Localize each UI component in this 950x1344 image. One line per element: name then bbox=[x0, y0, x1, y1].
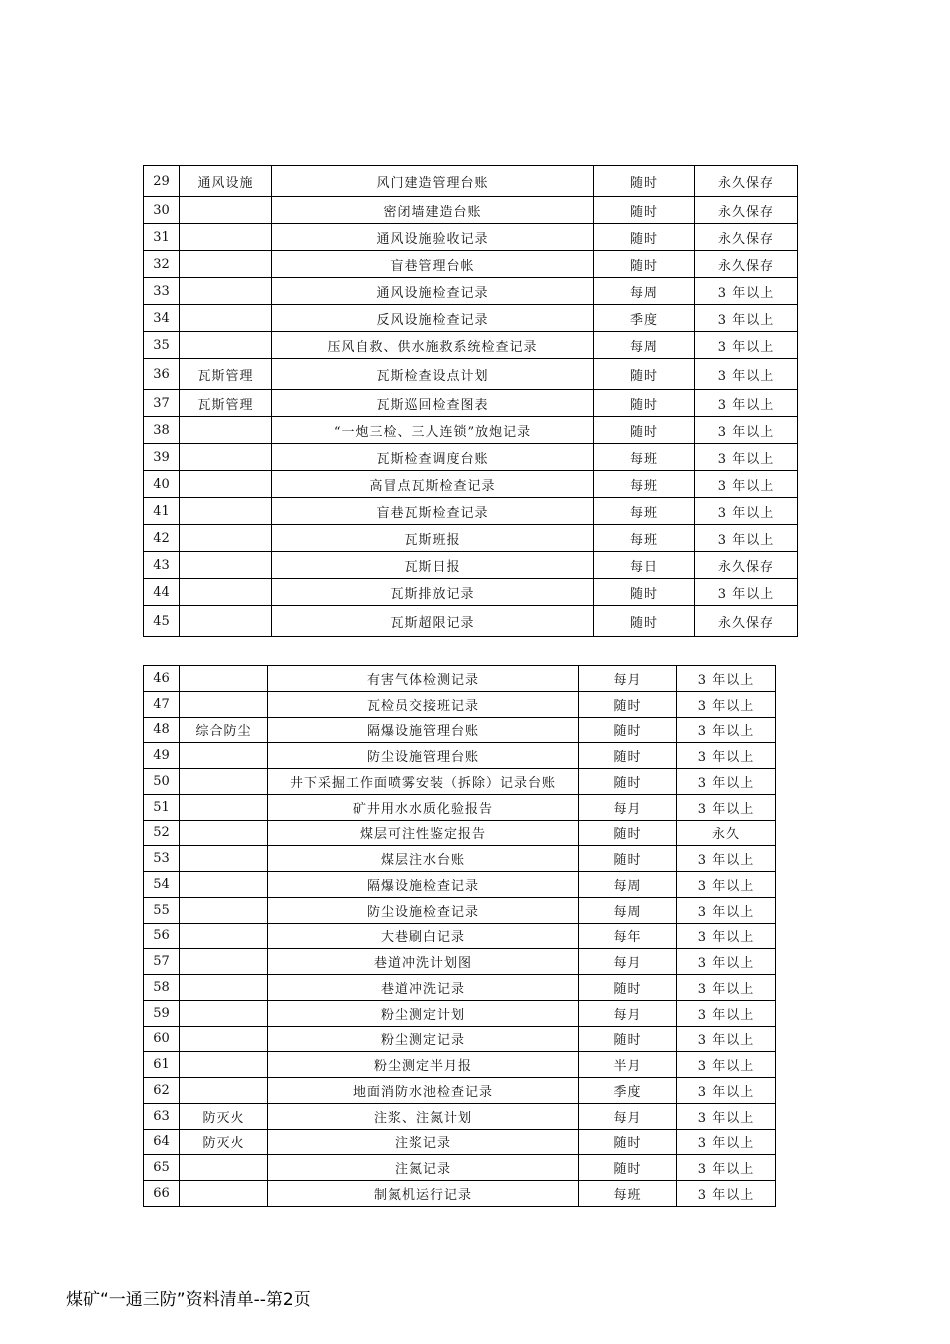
row-frequency: 随时 bbox=[594, 606, 695, 637]
table-row bbox=[144, 1155, 776, 1181]
row-retention: 3 年以上 bbox=[677, 1000, 776, 1026]
table-row bbox=[144, 666, 776, 692]
row-frequency: 每日 bbox=[594, 552, 695, 579]
row-number: 54 bbox=[144, 872, 180, 898]
row-retention: 3 年以上 bbox=[695, 305, 798, 332]
row-number: 30 bbox=[144, 197, 180, 224]
row-category bbox=[180, 1078, 268, 1104]
row-retention: 永久保存 bbox=[695, 552, 798, 579]
row-number: 47 bbox=[144, 691, 180, 717]
row-frequency: 每月 bbox=[579, 1000, 677, 1026]
row-retention: 3 年以上 bbox=[677, 794, 776, 820]
page-footer: 煤矿“一通三防”资料清单--第2页 bbox=[66, 1290, 311, 1310]
row-retention: 3 年以上 bbox=[695, 579, 798, 606]
records-table-1 bbox=[143, 165, 798, 637]
row-record-name: 制氮机运行记录 bbox=[268, 1181, 579, 1207]
table-row bbox=[144, 525, 798, 552]
row-record-name: 风门建造管理台账 bbox=[272, 166, 594, 197]
row-number: 39 bbox=[144, 444, 180, 471]
row-category: 通风设施 bbox=[180, 166, 272, 197]
row-record-name: 瓦斯超限记录 bbox=[272, 606, 594, 637]
table-row bbox=[144, 1026, 776, 1052]
row-frequency: 随时 bbox=[594, 579, 695, 606]
row-retention: 3 年以上 bbox=[677, 1078, 776, 1104]
table-row bbox=[144, 717, 776, 743]
row-number: 50 bbox=[144, 769, 180, 795]
row-category bbox=[180, 579, 272, 606]
row-frequency: 每班 bbox=[594, 525, 695, 552]
row-retention: 3 年以上 bbox=[677, 743, 776, 769]
row-category bbox=[180, 820, 268, 846]
row-retention: 3 年以上 bbox=[695, 278, 798, 305]
table-row bbox=[144, 359, 798, 390]
row-retention: 3 年以上 bbox=[677, 846, 776, 872]
row-frequency: 每月 bbox=[579, 949, 677, 975]
row-number: 62 bbox=[144, 1078, 180, 1104]
row-retention: 3 年以上 bbox=[695, 359, 798, 390]
row-record-name: “一炮三检、三人连锁”放炮记录 bbox=[272, 417, 594, 444]
row-retention: 3 年以上 bbox=[677, 1052, 776, 1078]
row-record-name: 注浆记录 bbox=[268, 1129, 579, 1155]
row-number: 48 bbox=[144, 717, 180, 743]
table-row bbox=[144, 390, 798, 417]
table-row bbox=[144, 251, 798, 278]
row-category bbox=[180, 525, 272, 552]
row-frequency: 每班 bbox=[594, 471, 695, 498]
table-row bbox=[144, 498, 798, 525]
row-category bbox=[180, 1052, 268, 1078]
row-record-name: 防尘设施管理台账 bbox=[268, 743, 579, 769]
row-retention: 3 年以上 bbox=[677, 1103, 776, 1129]
row-frequency: 每周 bbox=[594, 278, 695, 305]
row-number: 43 bbox=[144, 552, 180, 579]
records-table-2 bbox=[143, 665, 776, 1207]
row-retention: 永久 bbox=[677, 820, 776, 846]
row-category bbox=[180, 897, 268, 923]
row-retention: 3 年以上 bbox=[695, 525, 798, 552]
table-row bbox=[144, 897, 776, 923]
row-number: 52 bbox=[144, 820, 180, 846]
row-category bbox=[180, 923, 268, 949]
row-frequency: 随时 bbox=[594, 166, 695, 197]
row-number: 34 bbox=[144, 305, 180, 332]
row-retention: 3 年以上 bbox=[695, 498, 798, 525]
row-number: 63 bbox=[144, 1103, 180, 1129]
row-frequency: 随时 bbox=[579, 743, 677, 769]
row-record-name: 瓦斯检查调度台账 bbox=[272, 444, 594, 471]
row-number: 58 bbox=[144, 975, 180, 1001]
row-frequency: 随时 bbox=[594, 359, 695, 390]
row-category bbox=[180, 278, 272, 305]
row-frequency: 每年 bbox=[579, 923, 677, 949]
row-frequency: 每班 bbox=[594, 498, 695, 525]
row-category bbox=[180, 872, 268, 898]
row-number: 40 bbox=[144, 471, 180, 498]
row-number: 42 bbox=[144, 525, 180, 552]
row-frequency: 每月 bbox=[579, 666, 677, 692]
row-retention: 3 年以上 bbox=[677, 1155, 776, 1181]
row-category: 防灭火 bbox=[180, 1103, 268, 1129]
row-record-name: 注氮记录 bbox=[268, 1155, 579, 1181]
row-record-name: 大巷刷白记录 bbox=[268, 923, 579, 949]
row-retention: 3 年以上 bbox=[695, 471, 798, 498]
row-frequency: 随时 bbox=[594, 251, 695, 278]
row-retention: 3 年以上 bbox=[677, 872, 776, 898]
row-frequency: 随时 bbox=[579, 846, 677, 872]
row-retention: 3 年以上 bbox=[677, 769, 776, 795]
table-row bbox=[144, 606, 798, 637]
row-number: 33 bbox=[144, 278, 180, 305]
row-category: 瓦斯管理 bbox=[180, 390, 272, 417]
row-category bbox=[180, 471, 272, 498]
row-frequency: 每周 bbox=[579, 897, 677, 923]
row-number: 46 bbox=[144, 666, 180, 692]
row-category bbox=[180, 606, 272, 637]
table-row bbox=[144, 332, 798, 359]
row-record-name: 有害气体检测记录 bbox=[268, 666, 579, 692]
row-record-name: 注浆、注氮计划 bbox=[268, 1103, 579, 1129]
row-record-name: 煤层可注性鉴定报告 bbox=[268, 820, 579, 846]
table-1-body bbox=[144, 166, 798, 637]
table-row bbox=[144, 872, 776, 898]
table-row bbox=[144, 417, 798, 444]
row-number: 36 bbox=[144, 359, 180, 390]
row-category: 瓦斯管理 bbox=[180, 359, 272, 390]
row-record-name: 压风自救、供水施救系统检查记录 bbox=[272, 332, 594, 359]
row-retention: 3 年以上 bbox=[695, 390, 798, 417]
row-record-name: 地面消防水池检查记录 bbox=[268, 1078, 579, 1104]
table-row bbox=[144, 278, 798, 305]
row-frequency: 随时 bbox=[579, 1155, 677, 1181]
row-record-name: 瓦斯日报 bbox=[272, 552, 594, 579]
row-category bbox=[180, 1155, 268, 1181]
row-record-name: 隔爆设施管理台账 bbox=[268, 717, 579, 743]
row-frequency: 随时 bbox=[579, 1026, 677, 1052]
row-category bbox=[180, 552, 272, 579]
row-number: 60 bbox=[144, 1026, 180, 1052]
row-frequency: 随时 bbox=[579, 820, 677, 846]
row-retention: 3 年以上 bbox=[695, 332, 798, 359]
row-retention: 3 年以上 bbox=[677, 691, 776, 717]
row-category bbox=[180, 666, 268, 692]
row-retention: 永久保存 bbox=[695, 197, 798, 224]
row-category bbox=[180, 691, 268, 717]
row-retention: 3 年以上 bbox=[677, 717, 776, 743]
table-row bbox=[144, 444, 798, 471]
row-number: 37 bbox=[144, 390, 180, 417]
table-row bbox=[144, 1052, 776, 1078]
row-category bbox=[180, 305, 272, 332]
row-retention: 3 年以上 bbox=[677, 1026, 776, 1052]
row-frequency: 季度 bbox=[594, 305, 695, 332]
row-number: 57 bbox=[144, 949, 180, 975]
row-record-name: 通风设施检查记录 bbox=[272, 278, 594, 305]
row-retention: 3 年以上 bbox=[677, 975, 776, 1001]
row-category bbox=[180, 251, 272, 278]
table-row bbox=[144, 820, 776, 846]
row-frequency: 每班 bbox=[594, 444, 695, 471]
row-frequency: 随时 bbox=[579, 975, 677, 1001]
row-number: 38 bbox=[144, 417, 180, 444]
row-frequency: 半月 bbox=[579, 1052, 677, 1078]
row-record-name: 通风设施验收记录 bbox=[272, 224, 594, 251]
table-row bbox=[144, 794, 776, 820]
row-record-name: 粉尘测定计划 bbox=[268, 1000, 579, 1026]
table-row bbox=[144, 846, 776, 872]
row-record-name: 粉尘测定半月报 bbox=[268, 1052, 579, 1078]
row-record-name: 反风设施检查记录 bbox=[272, 305, 594, 332]
row-number: 64 bbox=[144, 1129, 180, 1155]
row-retention: 永久保存 bbox=[695, 166, 798, 197]
table-row bbox=[144, 949, 776, 975]
row-record-name: 高冒点瓦斯检查记录 bbox=[272, 471, 594, 498]
row-number: 51 bbox=[144, 794, 180, 820]
row-category bbox=[180, 846, 268, 872]
table-row bbox=[144, 975, 776, 1001]
row-number: 35 bbox=[144, 332, 180, 359]
table-row bbox=[144, 305, 798, 332]
row-number: 56 bbox=[144, 923, 180, 949]
row-record-name: 密闭墙建造台账 bbox=[272, 197, 594, 224]
row-category: 综合防尘 bbox=[180, 717, 268, 743]
row-record-name: 隔爆设施检查记录 bbox=[268, 872, 579, 898]
row-category bbox=[180, 794, 268, 820]
row-category bbox=[180, 417, 272, 444]
row-record-name: 瓦斯班报 bbox=[272, 525, 594, 552]
row-number: 55 bbox=[144, 897, 180, 923]
row-category bbox=[180, 498, 272, 525]
row-retention: 3 年以上 bbox=[677, 1181, 776, 1207]
row-category bbox=[180, 444, 272, 471]
row-number: 45 bbox=[144, 606, 180, 637]
table-row bbox=[144, 923, 776, 949]
row-record-name: 巷道冲洗计划图 bbox=[268, 949, 579, 975]
table-row bbox=[144, 166, 798, 197]
row-category bbox=[180, 332, 272, 359]
row-record-name: 粉尘测定记录 bbox=[268, 1026, 579, 1052]
table-row bbox=[144, 691, 776, 717]
row-frequency: 随时 bbox=[594, 417, 695, 444]
row-frequency: 随时 bbox=[594, 224, 695, 251]
row-number: 29 bbox=[144, 166, 180, 197]
table-row bbox=[144, 224, 798, 251]
row-retention: 3 年以上 bbox=[695, 417, 798, 444]
row-category bbox=[180, 949, 268, 975]
row-record-name: 井下采掘工作面喷雾安装（拆除）记录台账 bbox=[268, 769, 579, 795]
row-number: 59 bbox=[144, 1000, 180, 1026]
table-row bbox=[144, 743, 776, 769]
row-number: 41 bbox=[144, 498, 180, 525]
table-row bbox=[144, 552, 798, 579]
row-category: 防灭火 bbox=[180, 1129, 268, 1155]
row-category bbox=[180, 743, 268, 769]
row-number: 44 bbox=[144, 579, 180, 606]
row-frequency: 随时 bbox=[594, 197, 695, 224]
row-retention: 永久保存 bbox=[695, 251, 798, 278]
row-frequency: 每月 bbox=[579, 794, 677, 820]
row-frequency: 每周 bbox=[579, 872, 677, 898]
row-frequency: 随时 bbox=[579, 1129, 677, 1155]
row-number: 66 bbox=[144, 1181, 180, 1207]
row-frequency: 季度 bbox=[579, 1078, 677, 1104]
row-number: 31 bbox=[144, 224, 180, 251]
row-retention: 3 年以上 bbox=[695, 444, 798, 471]
row-category bbox=[180, 1000, 268, 1026]
row-record-name: 盲巷管理台帐 bbox=[272, 251, 594, 278]
row-retention: 3 年以上 bbox=[677, 949, 776, 975]
row-category bbox=[180, 769, 268, 795]
row-category bbox=[180, 1181, 268, 1207]
row-record-name: 瓦斯巡回检查图表 bbox=[272, 390, 594, 417]
row-number: 65 bbox=[144, 1155, 180, 1181]
row-frequency: 随时 bbox=[579, 691, 677, 717]
row-frequency: 每月 bbox=[579, 1103, 677, 1129]
row-retention: 3 年以上 bbox=[677, 1129, 776, 1155]
row-number: 32 bbox=[144, 251, 180, 278]
table-row bbox=[144, 197, 798, 224]
row-retention: 3 年以上 bbox=[677, 666, 776, 692]
table-row bbox=[144, 579, 798, 606]
row-number: 61 bbox=[144, 1052, 180, 1078]
table-row bbox=[144, 1000, 776, 1026]
table-row bbox=[144, 1181, 776, 1207]
row-retention: 永久保存 bbox=[695, 606, 798, 637]
row-frequency: 每班 bbox=[579, 1181, 677, 1207]
row-frequency: 随时 bbox=[594, 390, 695, 417]
row-frequency: 随时 bbox=[579, 769, 677, 795]
row-frequency: 每周 bbox=[594, 332, 695, 359]
table-row bbox=[144, 1103, 776, 1129]
row-retention: 3 年以上 bbox=[677, 923, 776, 949]
row-retention: 永久保存 bbox=[695, 224, 798, 251]
table-row bbox=[144, 769, 776, 795]
row-category bbox=[180, 224, 272, 251]
row-frequency: 随时 bbox=[579, 717, 677, 743]
row-category bbox=[180, 1026, 268, 1052]
table-row bbox=[144, 471, 798, 498]
table-row bbox=[144, 1129, 776, 1155]
table-row bbox=[144, 1078, 776, 1104]
row-category bbox=[180, 197, 272, 224]
row-record-name: 矿井用水水质化验报告 bbox=[268, 794, 579, 820]
row-record-name: 盲巷瓦斯检查记录 bbox=[272, 498, 594, 525]
row-record-name: 瓦检员交接班记录 bbox=[268, 691, 579, 717]
row-record-name: 巷道冲洗记录 bbox=[268, 975, 579, 1001]
row-number: 53 bbox=[144, 846, 180, 872]
row-record-name: 瓦斯排放记录 bbox=[272, 579, 594, 606]
row-category bbox=[180, 975, 268, 1001]
row-record-name: 防尘设施检查记录 bbox=[268, 897, 579, 923]
table-2-body bbox=[144, 666, 776, 1207]
row-record-name: 瓦斯检查设点计划 bbox=[272, 359, 594, 390]
row-record-name: 煤层注水台账 bbox=[268, 846, 579, 872]
row-number: 49 bbox=[144, 743, 180, 769]
row-retention: 3 年以上 bbox=[677, 897, 776, 923]
